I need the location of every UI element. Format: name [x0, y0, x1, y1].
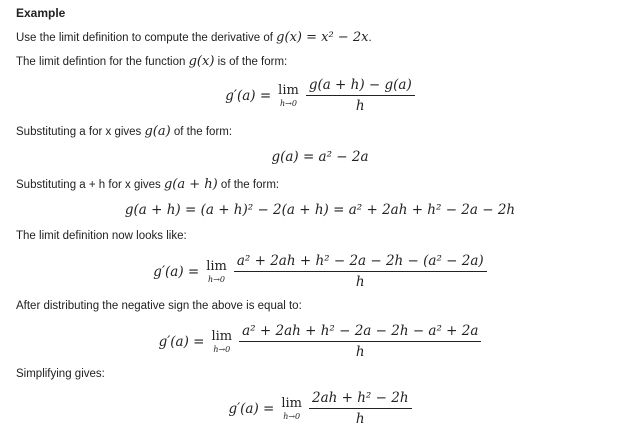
eq5-lim-sub: h→0 [213, 344, 231, 354]
eq5-limit [211, 330, 232, 354]
substitute-ah-text: Substituting a + h for x gives [16, 179, 164, 191]
substitute-ah-function: g(a + h) [163, 177, 218, 192]
eq4-lhs: g′(a) = [153, 263, 200, 280]
definition-paragraph [16, 54, 287, 69]
eq6-lim-sub: h→0 [283, 411, 301, 421]
example-title: Example [16, 6, 66, 20]
now-looks-paragraph: The limit definition now looks like: [16, 230, 187, 242]
intro-function: g(x) = x² − 2x [276, 30, 369, 45]
substitute-a-text: Substituting a for x gives [16, 126, 145, 138]
substituted-limit-equation [0, 254, 640, 290]
distributed-limit-equation [0, 324, 640, 360]
eq4-numerator: a² + 2ah + h² − 2a − 2h − (a² − 2a) [234, 254, 487, 272]
eq6-numerator: 2ah + h² − 2h [309, 391, 412, 409]
eq1-numerator: g(a + h) − g(a) [306, 78, 415, 96]
simplified-limit-equation [0, 391, 640, 427]
eq4-denominator: h [355, 273, 365, 290]
definition-end: is of the form: [214, 56, 288, 68]
eq5-fraction [239, 324, 481, 360]
intro-end: . [368, 32, 372, 44]
g-of-a-equation: g(a) = a² − 2a [271, 149, 369, 165]
substitute-a-plus-h-paragraph [16, 177, 279, 192]
substitute-a-paragraph [16, 124, 232, 139]
eq6-limit [281, 397, 302, 421]
eq1-lim-word: lim [278, 82, 299, 98]
eq4-lim-word: lim [206, 258, 227, 274]
eq1-fraction [306, 78, 415, 114]
g-of-a-plus-h-equation: g(a + h) = (a + h)² − 2(a + h) = a² + 2ah + h² − 2a − 2h [124, 202, 516, 218]
eq4-limit [206, 260, 227, 284]
substitute-a-function: g(a) [144, 124, 171, 139]
eq5-lim-word: lim [211, 328, 233, 344]
substitute-a-end: of the form: [170, 126, 233, 138]
eq5-lhs: g′(a) = [158, 333, 205, 350]
eq5-denominator: h [355, 343, 365, 360]
eq4-lim-sub: h→0 [208, 274, 225, 284]
eq1-lim-sub: h→0 [280, 98, 297, 108]
distributing-paragraph: After distributing the negative sign the above is equal to: [16, 300, 302, 312]
eq1-lhs: g′(a) = [225, 87, 272, 104]
substitute-ah-end: of the form: [217, 179, 280, 191]
simplifying-paragraph: Simplifying gives: [16, 368, 105, 380]
definition-function: g(x) [188, 54, 215, 69]
eq6-lhs: g′(a) = [228, 400, 275, 417]
limit-definition-equation [0, 78, 640, 114]
eq5-numerator: a² + 2ah + h² − 2a − 2h − a² + 2a [239, 324, 481, 342]
eq6-denominator: h [355, 410, 365, 427]
definition-text: The limit defintion for the function [16, 56, 189, 68]
eq1-denominator: h [355, 97, 365, 114]
eq4-fraction [234, 254, 487, 290]
eq6-fraction [309, 391, 412, 427]
eq6-lim-word: lim [281, 395, 303, 411]
intro-paragraph [16, 30, 372, 45]
eq1-limit [278, 84, 299, 108]
intro-text: Use the limit definition to compute the derivative of [16, 32, 277, 44]
